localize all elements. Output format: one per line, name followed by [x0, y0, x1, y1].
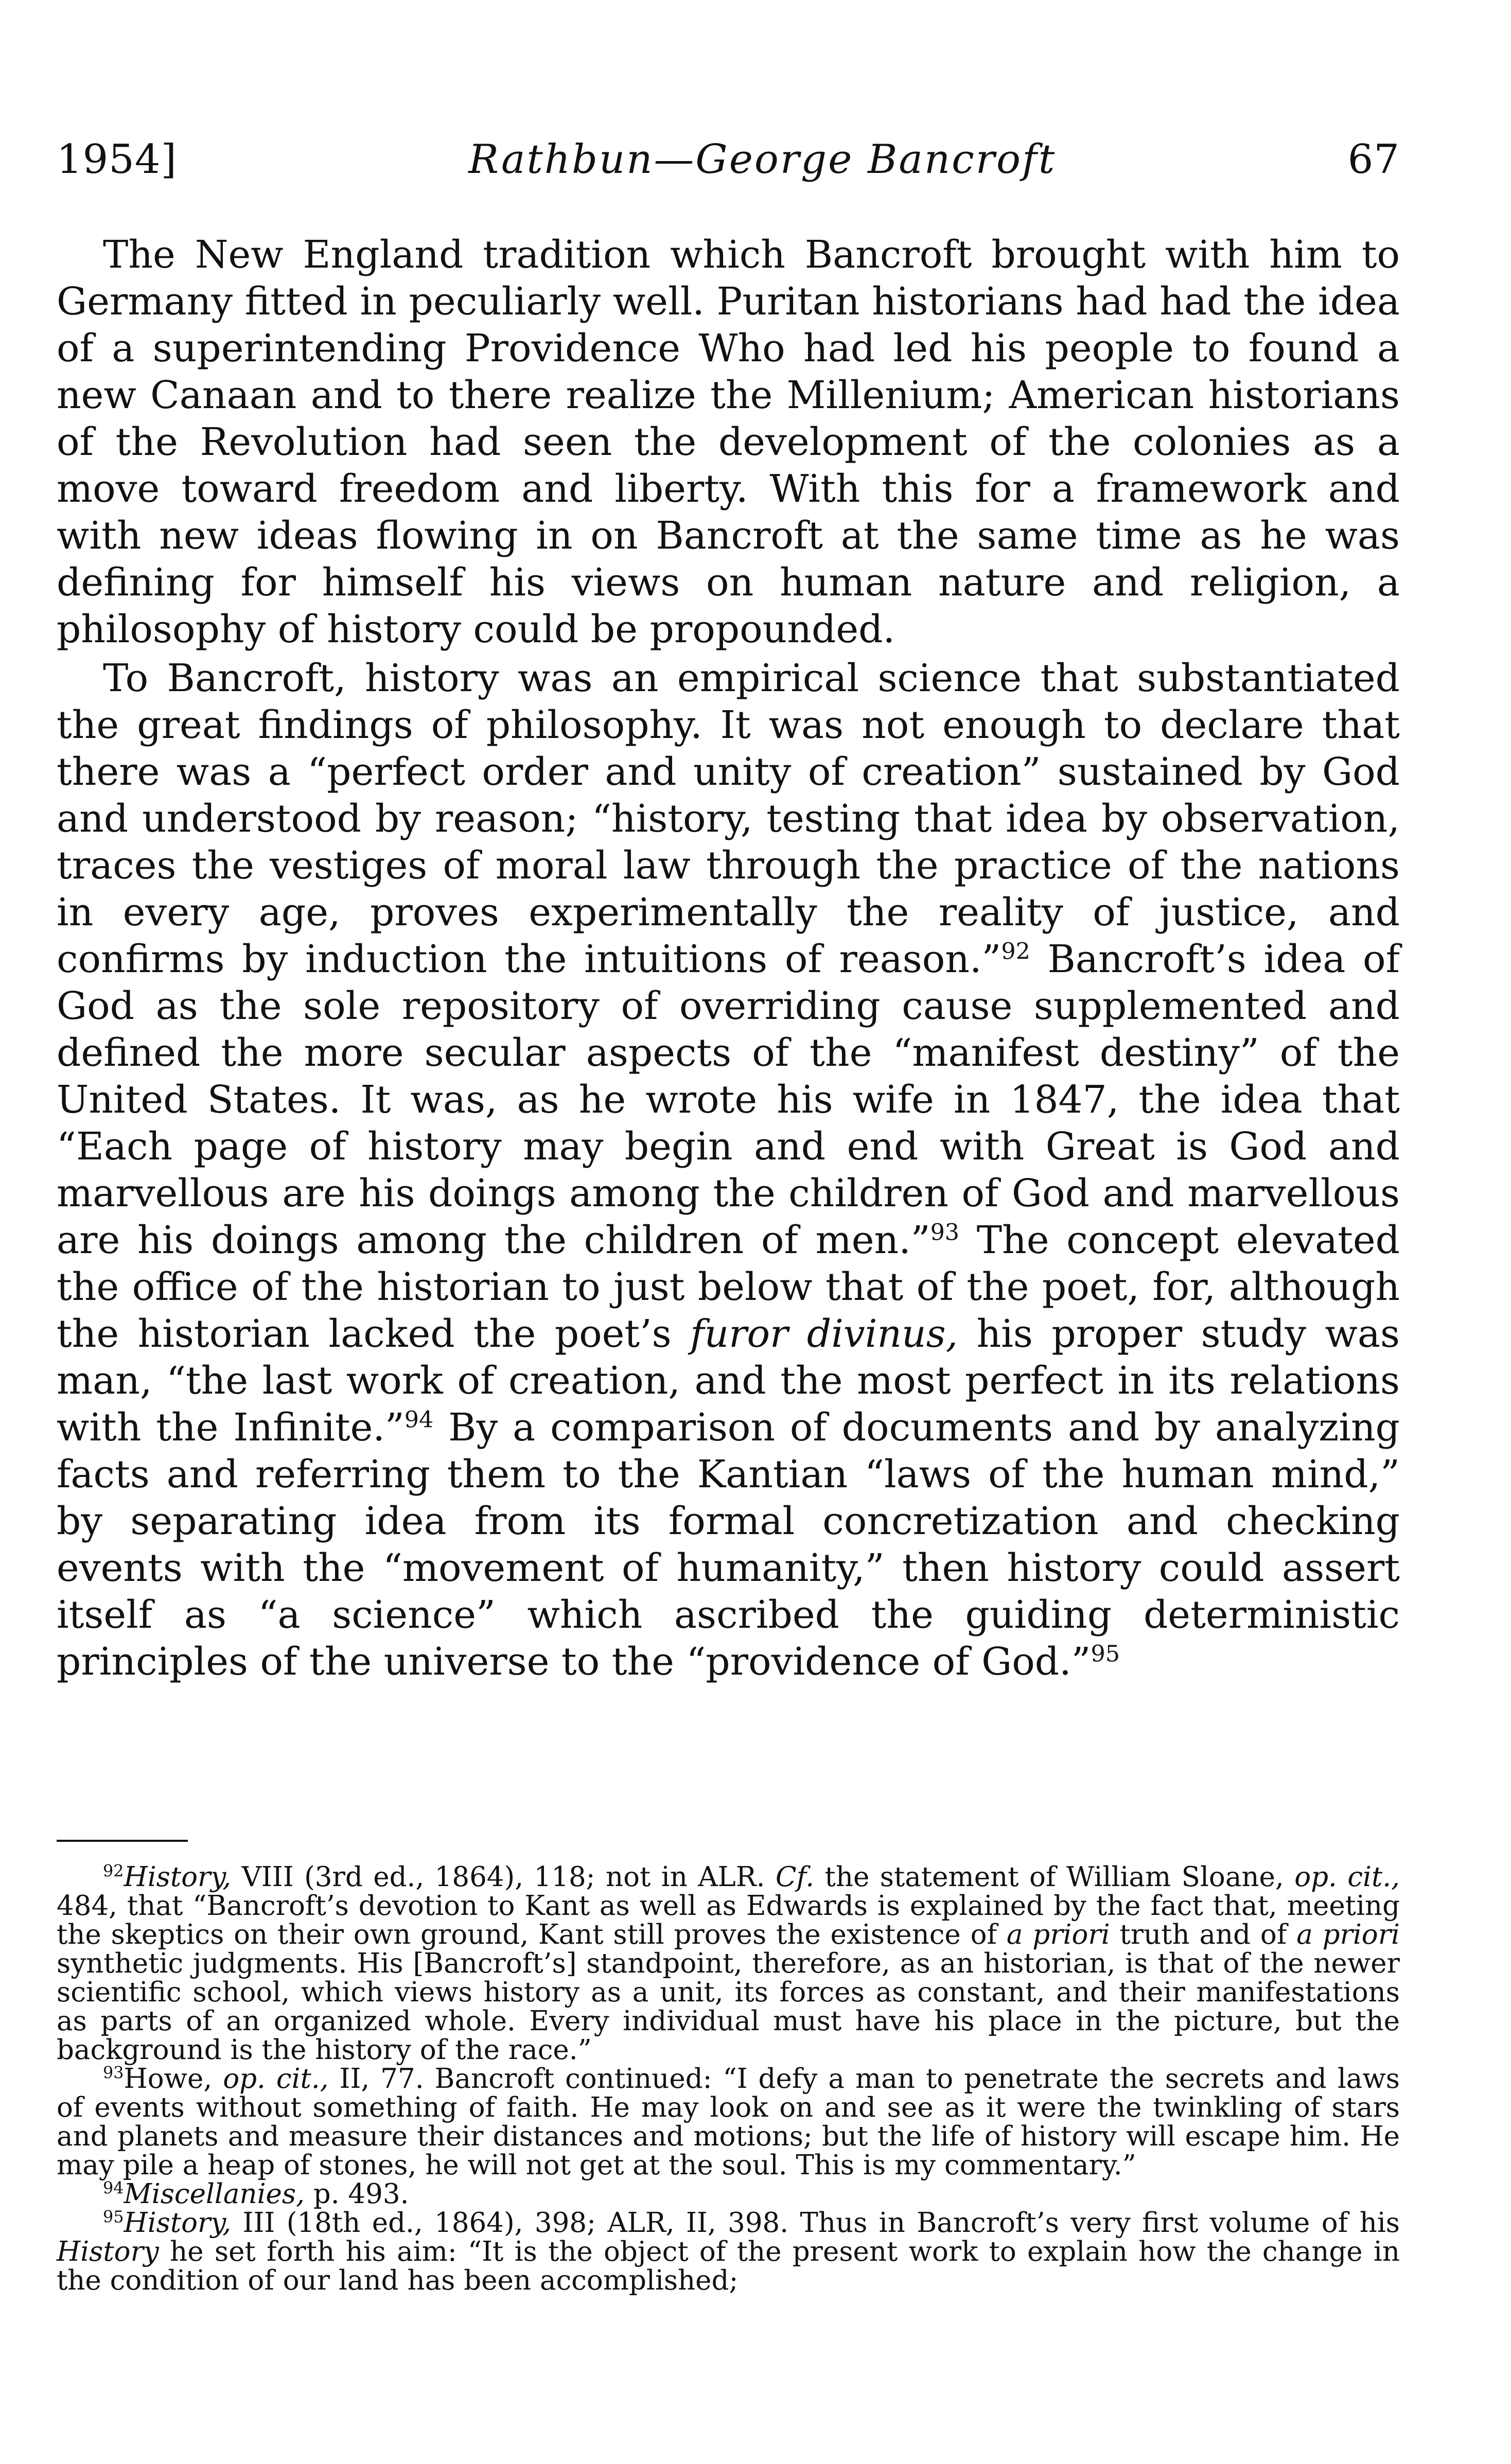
footnote-92-text-3: 484, that “Bancroft’s devotion to Kant as well as Edwards is explained by the fact that, meeting the skeptics on their own ground, Kant still proves the existence of: [57, 1890, 1400, 1950]
footnote-92-apriori-2: a priori: [1296, 1919, 1400, 1950]
main-text: [57, 232, 1400, 1685]
footnote-92-text-1: VIII (3rd ed., 1864), 118; not in ALR.: [231, 1861, 776, 1893]
footnote-95-text-2: he set forth his aim: “It is the object of the present work to explain how the change in the condition of our land has been accomplished;: [57, 2236, 1400, 2296]
footnote-95-number: 95: [103, 2207, 124, 2227]
paragraph-2-text-a: To Bancroft, history was an empirical science that substantiated the great findings of philosophy. It was not enough to declare that there was a “perfect order and unity of creation” sustained by God and understood by reason; “history, testing that idea by observation, traces the vestiges of moral law through the practice of the nations in every age, proves experimentally the reality of justice, and confirms by induction the intuitions of reason.”: [57, 656, 1400, 981]
footnote-92-cf: Cf.: [775, 1861, 815, 1893]
footnote-92-text-4: truth and of: [1110, 1919, 1297, 1950]
footnote-92-text-2: the statement of William Sloane,: [814, 1861, 1295, 1893]
paragraph-2-text-d: his proper study was man, “the last work of creation, and the most perfect in its relations with the Infinite.”: [57, 1312, 1400, 1450]
footnote-94: [57, 2180, 1400, 2209]
footnote-94-number: 94: [103, 2178, 124, 2198]
paragraph-2: [57, 655, 1400, 1685]
footnote-93-text-2: II, 77. Bancroft continued: “I defy a man to penetrate the secrets and laws of events without something of faith. He may look on and see as it were the twinkling of stars and planets and measure their distances and motions; but the life of history will escape him. He may pile a heap of stones, he will not get at the soul. This is my commentary.”: [57, 2063, 1400, 2181]
footnote-94-text-1: p. 493.: [304, 2178, 409, 2210]
footnote-93-number: 93: [103, 2063, 124, 2083]
footnote-92: [57, 1863, 1400, 2065]
running-header: [57, 129, 1400, 190]
page-number: 67: [1347, 136, 1400, 183]
footnote-92-text-5: synthetic judgments. His [Bancroft’s] standpoint, therefore, as an historian, is that of the newer scientific school, which views history as a unit, its forces as constant, and their manifestations as parts of an organized whole. Every individual must have his place in the picture, but the background is the history of the race.”: [57, 1948, 1400, 2066]
footnote-93-opcit: op. cit.,: [223, 2063, 329, 2095]
footnote-92-opcit: op. cit.,: [1294, 1861, 1400, 1893]
footnotes: [57, 1863, 1400, 2295]
footnote-ref-95[interactable]: 95: [1091, 1641, 1120, 1667]
footnote-95-work-2: History: [57, 2236, 159, 2267]
footnote-92-apriori-1: a priori: [1006, 1919, 1110, 1950]
running-title: Rathbun—George Bancroft: [468, 136, 1057, 183]
footnote-92-number: 92: [103, 1861, 124, 1881]
footnote-92-work: History,: [124, 1861, 232, 1893]
footnote-95-text-1: III (18th ed., 1864), 398; ALR, II, 398. Thus in Bancroft’s very first volume of his: [231, 2207, 1400, 2239]
footnote-93: [57, 2065, 1400, 2180]
footnote-93-text-1: Howe,: [124, 2063, 223, 2095]
header-year: 1954]: [57, 136, 177, 183]
footnote-ref-93[interactable]: 93: [930, 1219, 960, 1246]
footnote-95-work: History,: [124, 2207, 232, 2239]
paragraph-2-text-b: Bancroft’s idea of God as the sole repository of overriding cause supplemented and defined the more secular aspects of the “manifest destiny” of the United States. It was, as he wrote his wife in 1847, the idea that “Each page of history may begin and end with Great is God and marvellous are his doings among the children of God and marvellous are his doings among the children of men.”: [57, 937, 1400, 1262]
paragraph-2-text-c: The concept elevated the office of the historian to just below that of the poet, for, although the historian lacked the poet’s: [57, 1218, 1400, 1356]
paragraph-2-text-e: By a comparison of documents and by analyzing facts and referring them to the Kantian “laws of the human mind,” by separating idea from its formal concretization and checking events with the “movement of humanity,” then history could assert itself as “a science” which ascribed the guiding deterministic principles of the universe to the “providence of God.”: [57, 1405, 1400, 1684]
italic-furor-divinus: furor divinus,: [690, 1312, 958, 1356]
footnote-divider: [57, 1840, 188, 1842]
footnote-ref-92[interactable]: 92: [1001, 938, 1030, 965]
footnote-ref-94[interactable]: 94: [404, 1406, 434, 1433]
footnote-94-work: Miscellanies,: [124, 2178, 305, 2210]
paragraph-1: The New England tradition which Bancroft brought with him to Germany fitted in peculiarly well. Puritan historians had had the idea of a superintending Providence Who had led his people to found a new Canaan and to there realize the Millenium; American historians of the Revolution had seen the development of the colonies as a move toward freedom and liberty. With this for a framework and with new ideas flowing in on Bancroft at the same time as he was defining for himself his views on human nature and religion, a philosophy of history could be propounded.: [57, 233, 1400, 652]
footnote-95: [57, 2209, 1400, 2295]
